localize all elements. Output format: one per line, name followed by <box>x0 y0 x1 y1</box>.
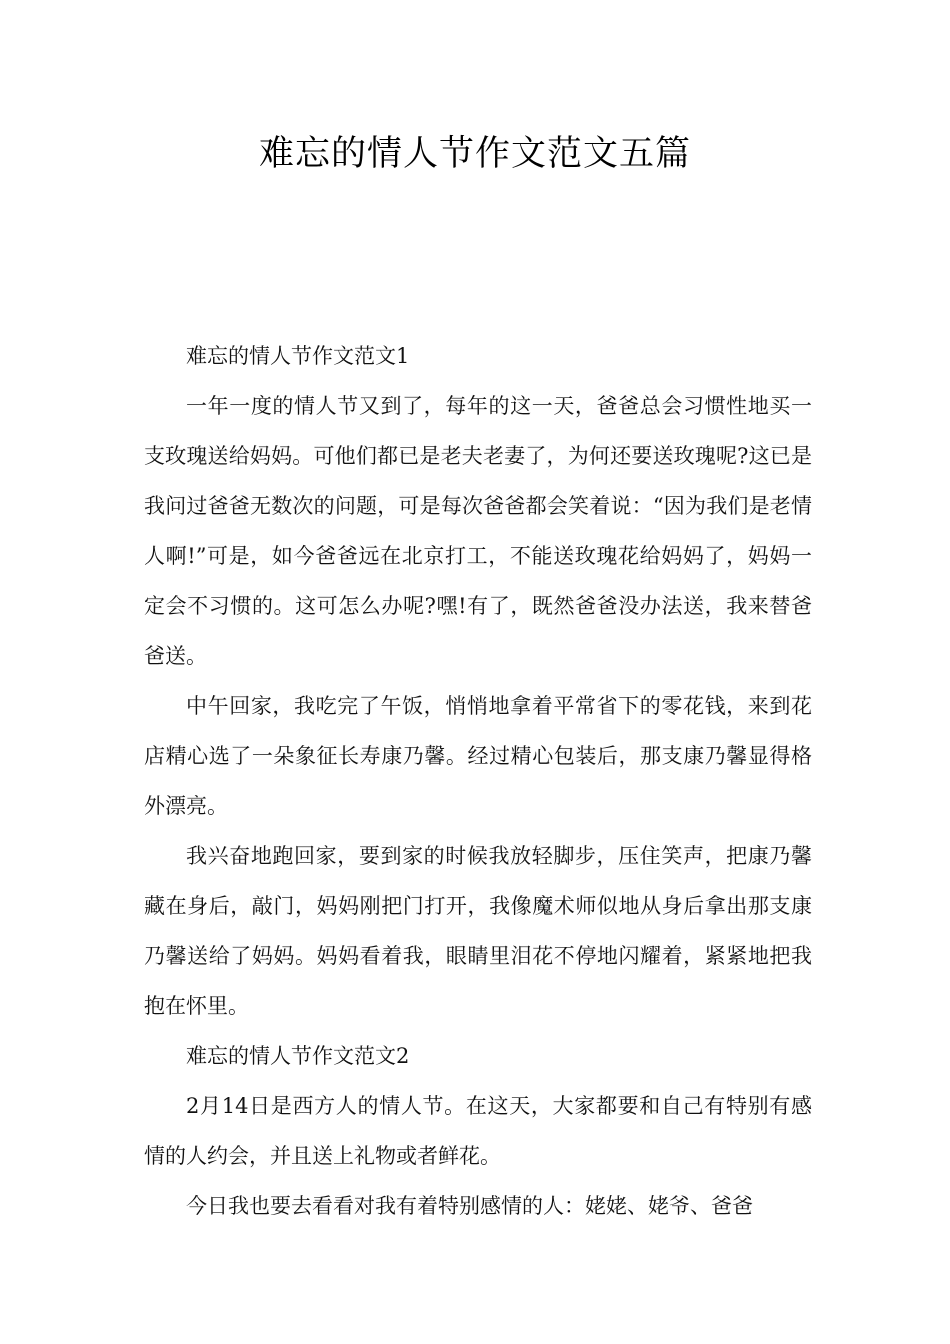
paragraph-2: 中午回家，我吃完了午饭，悄悄地拿着平常省下的零花钱，来到花店精心选了一朵象征长寿康乃馨。经过精心包装后，那支康乃馨显得格外漂亮。 <box>144 694 812 818</box>
document-title: 难忘的情人节作文范文五篇 <box>258 134 691 174</box>
document-body <box>144 331 812 1231</box>
paragraph-5: 今日我也要去看看对我有着特别感情的人：姥姥、姥爷、爸爸 <box>186 1194 753 1218</box>
paragraph-3: 我兴奋地跑回家，要到家的时候我放轻脚步，压住笑声，把康乃馨藏在身后，敲门，妈妈刚把门打开，我像魔术师似地从身后拿出那支康乃馨送给了妈妈。妈妈看着我，眼睛里泪花不停地闪耀着，紧紧地把我抱在怀里。 <box>144 844 812 1018</box>
paragraph-4: 2月14日是西方人的情人节。在这天，大家都要和自己有特别有感情的人约会，并且送上礼物或者鲜花。 <box>144 1094 812 1168</box>
section-heading-2: 难忘的情人节作文范文2 <box>186 1044 410 1068</box>
section-heading-1: 难忘的情人节作文范文1 <box>186 344 410 368</box>
paragraph-1: 一年一度的情人节又到了，每年的这一天，爸爸总会习惯性地买一支玫瑰送给妈妈。可他们都已是老夫老妻了，为何还要送玫瑰呢?这已是我问过爸爸无数次的问题，可是每次爸爸都会笑着说：“因为我们是老情人啊!”可是，如今爸爸远在北京打工，不能送玫瑰花给妈妈了，妈妈一定会不习惯的。这可怎么办呢?嘿!有了，既然爸爸没办法送，我来替爸爸送。 <box>144 394 812 668</box>
